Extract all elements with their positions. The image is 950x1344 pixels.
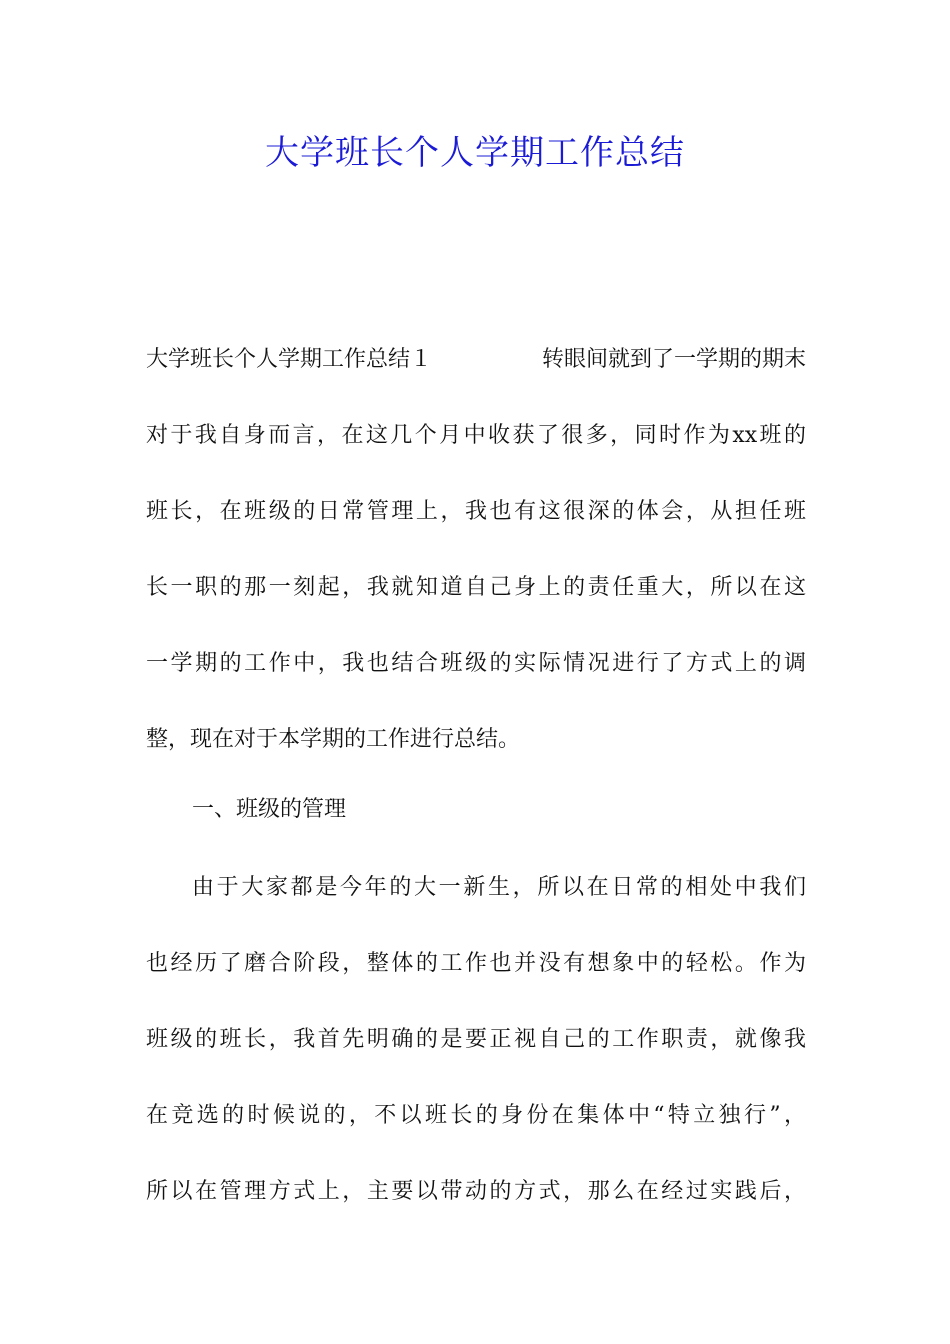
paragraph-line: 班级的班长，我首先明确的是要正视自己的工作职责，就像我: [146, 1027, 806, 1052]
paragraph-text: 转眼间就到了一学期的期末: [541, 347, 806, 372]
paragraph-line: 所以在管理方式上，主要以带动的方式，那么在经过实践后，: [146, 1179, 806, 1204]
section-heading-inline: 大学班长个人学期工作总结１: [146, 347, 433, 372]
paragraph-line: [146, 340, 806, 380]
paragraph-line: 班长，在班级的日常管理上，我也有这很深的体会，从担任班: [146, 499, 806, 524]
paragraph-line: 也经历了磨合阶段，整体的工作也并没有想象中的轻松。作为: [146, 951, 806, 976]
paragraph-line: 长一职的那一刻起，我就知道自己身上的责任重大，所以在这: [146, 575, 806, 600]
paragraph-line: 对于我自身而言，在这几个月中收获了很多，同时作为xx班的: [146, 423, 806, 448]
paragraph-line: 在竞选的时候说的，不以班长的身份在集体中“特立独行”，: [146, 1103, 806, 1128]
document-title: 大学班长个人学期工作总结: [265, 133, 685, 173]
paragraph-line: 一学期的工作中，我也结合班级的实际情况进行了方式上的调: [146, 651, 806, 676]
section-heading: 一、班级的管理: [192, 797, 347, 822]
paragraph-line: 整，现在对于本学期的工作进行总结。: [146, 727, 521, 752]
paragraph-line: 由于大家都是今年的大一新生，所以在日常的相处中我们: [192, 875, 806, 900]
